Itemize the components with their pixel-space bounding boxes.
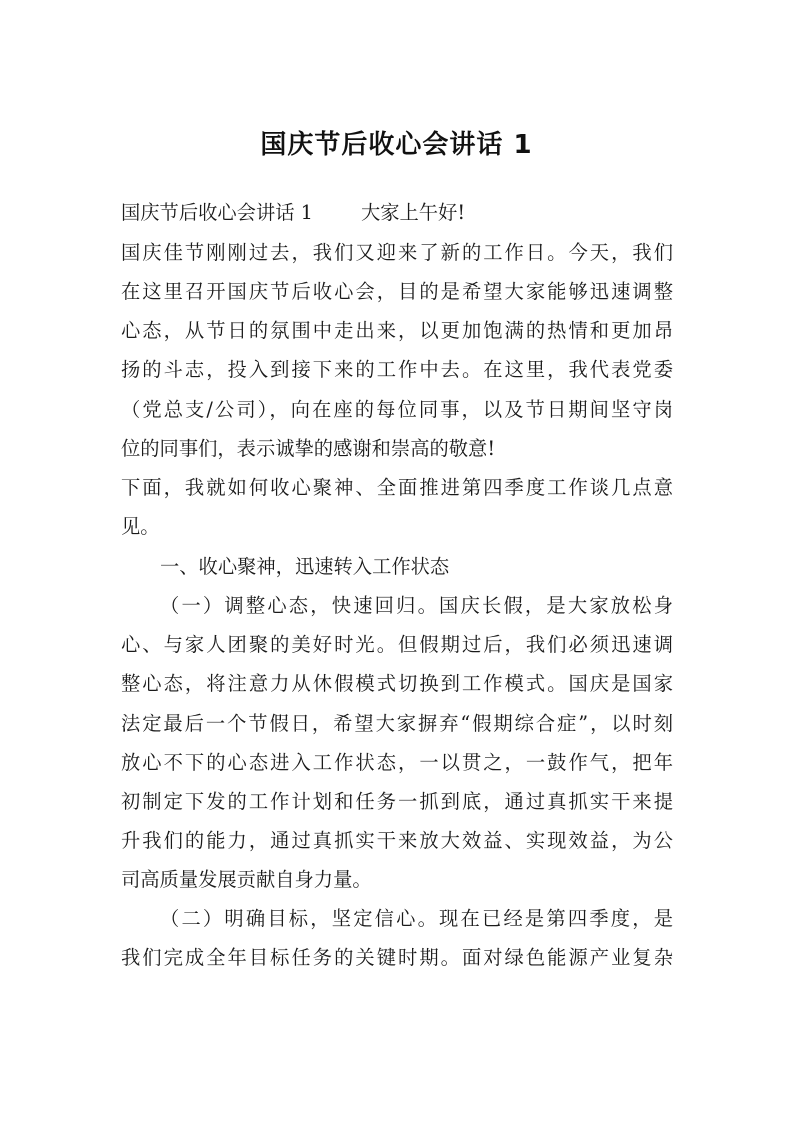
paragraph-line: （党总支/公司），向在座的每位同事，以及节日期间坚守岗 <box>121 398 673 421</box>
paragraph-line: 司高质量发展贡献自身力量。 <box>121 868 372 891</box>
paragraph-line: 我们完成全年目标任务的关键时期。面对绿色能源产业复杂 <box>121 946 673 969</box>
section-heading: 一、收心聚神，迅速转入工作状态 <box>160 555 450 578</box>
paragraph-line: （二）明确目标，坚定信心。现在已经是第四季度，是 <box>160 907 673 930</box>
paragraph-line: 心态，从节日的氛围中走出来，以更加饱满的热情和更加昂 <box>121 319 673 342</box>
paragraph-line: 扬的斗志，投入到接下来的工作中去。在这里，我代表党委 <box>121 358 673 381</box>
paragraph-line: 下面，我就如何收心聚神、全面推进第四季度工作谈几点意 <box>121 476 673 499</box>
greeting: 大家上午好! <box>360 201 466 224</box>
paragraph-line: （一）调整心态，快速回归。国庆长假，是大家放松身 <box>160 594 673 617</box>
doc-heading-ref: 国庆节后收心会讲话 1 <box>121 201 313 224</box>
paragraph-line: 初制定下发的工作计划和任务一抓到底，通过真抓实干来提 <box>121 790 673 813</box>
paragraph-line: 见。 <box>121 515 160 538</box>
paragraph-line: 位的同事们，表示诚挚的感谢和崇高的敬意! <box>121 437 496 460</box>
paragraph-line: 心、与家人团聚的美好时光。但假期过后，我们必须迅速调 <box>121 633 673 656</box>
paragraph-line: 在这里召开国庆节后收心会，目的是希望大家能够迅速调整 <box>121 280 673 303</box>
paragraph-line: 放心不下的心态进入工作状态，一以贯之，一鼓作气，把年 <box>121 751 673 774</box>
page-title: 国庆节后收心会讲话 1 <box>260 130 533 160</box>
opening-line <box>121 200 673 226</box>
paragraph-line: 国庆佳节刚刚过去，我们又迎来了新的工作日。今天，我们 <box>121 241 673 264</box>
paragraph-line: 法定最后一个节假日，希望大家摒弃“假期综合症”，以时刻 <box>121 712 673 735</box>
paragraph-line: 整心态，将注意力从休假模式切换到工作模式。国庆是国家 <box>121 672 673 695</box>
paragraph-line: 升我们的能力，通过真抓实干来放大效益、实现效益，为公 <box>121 829 673 852</box>
